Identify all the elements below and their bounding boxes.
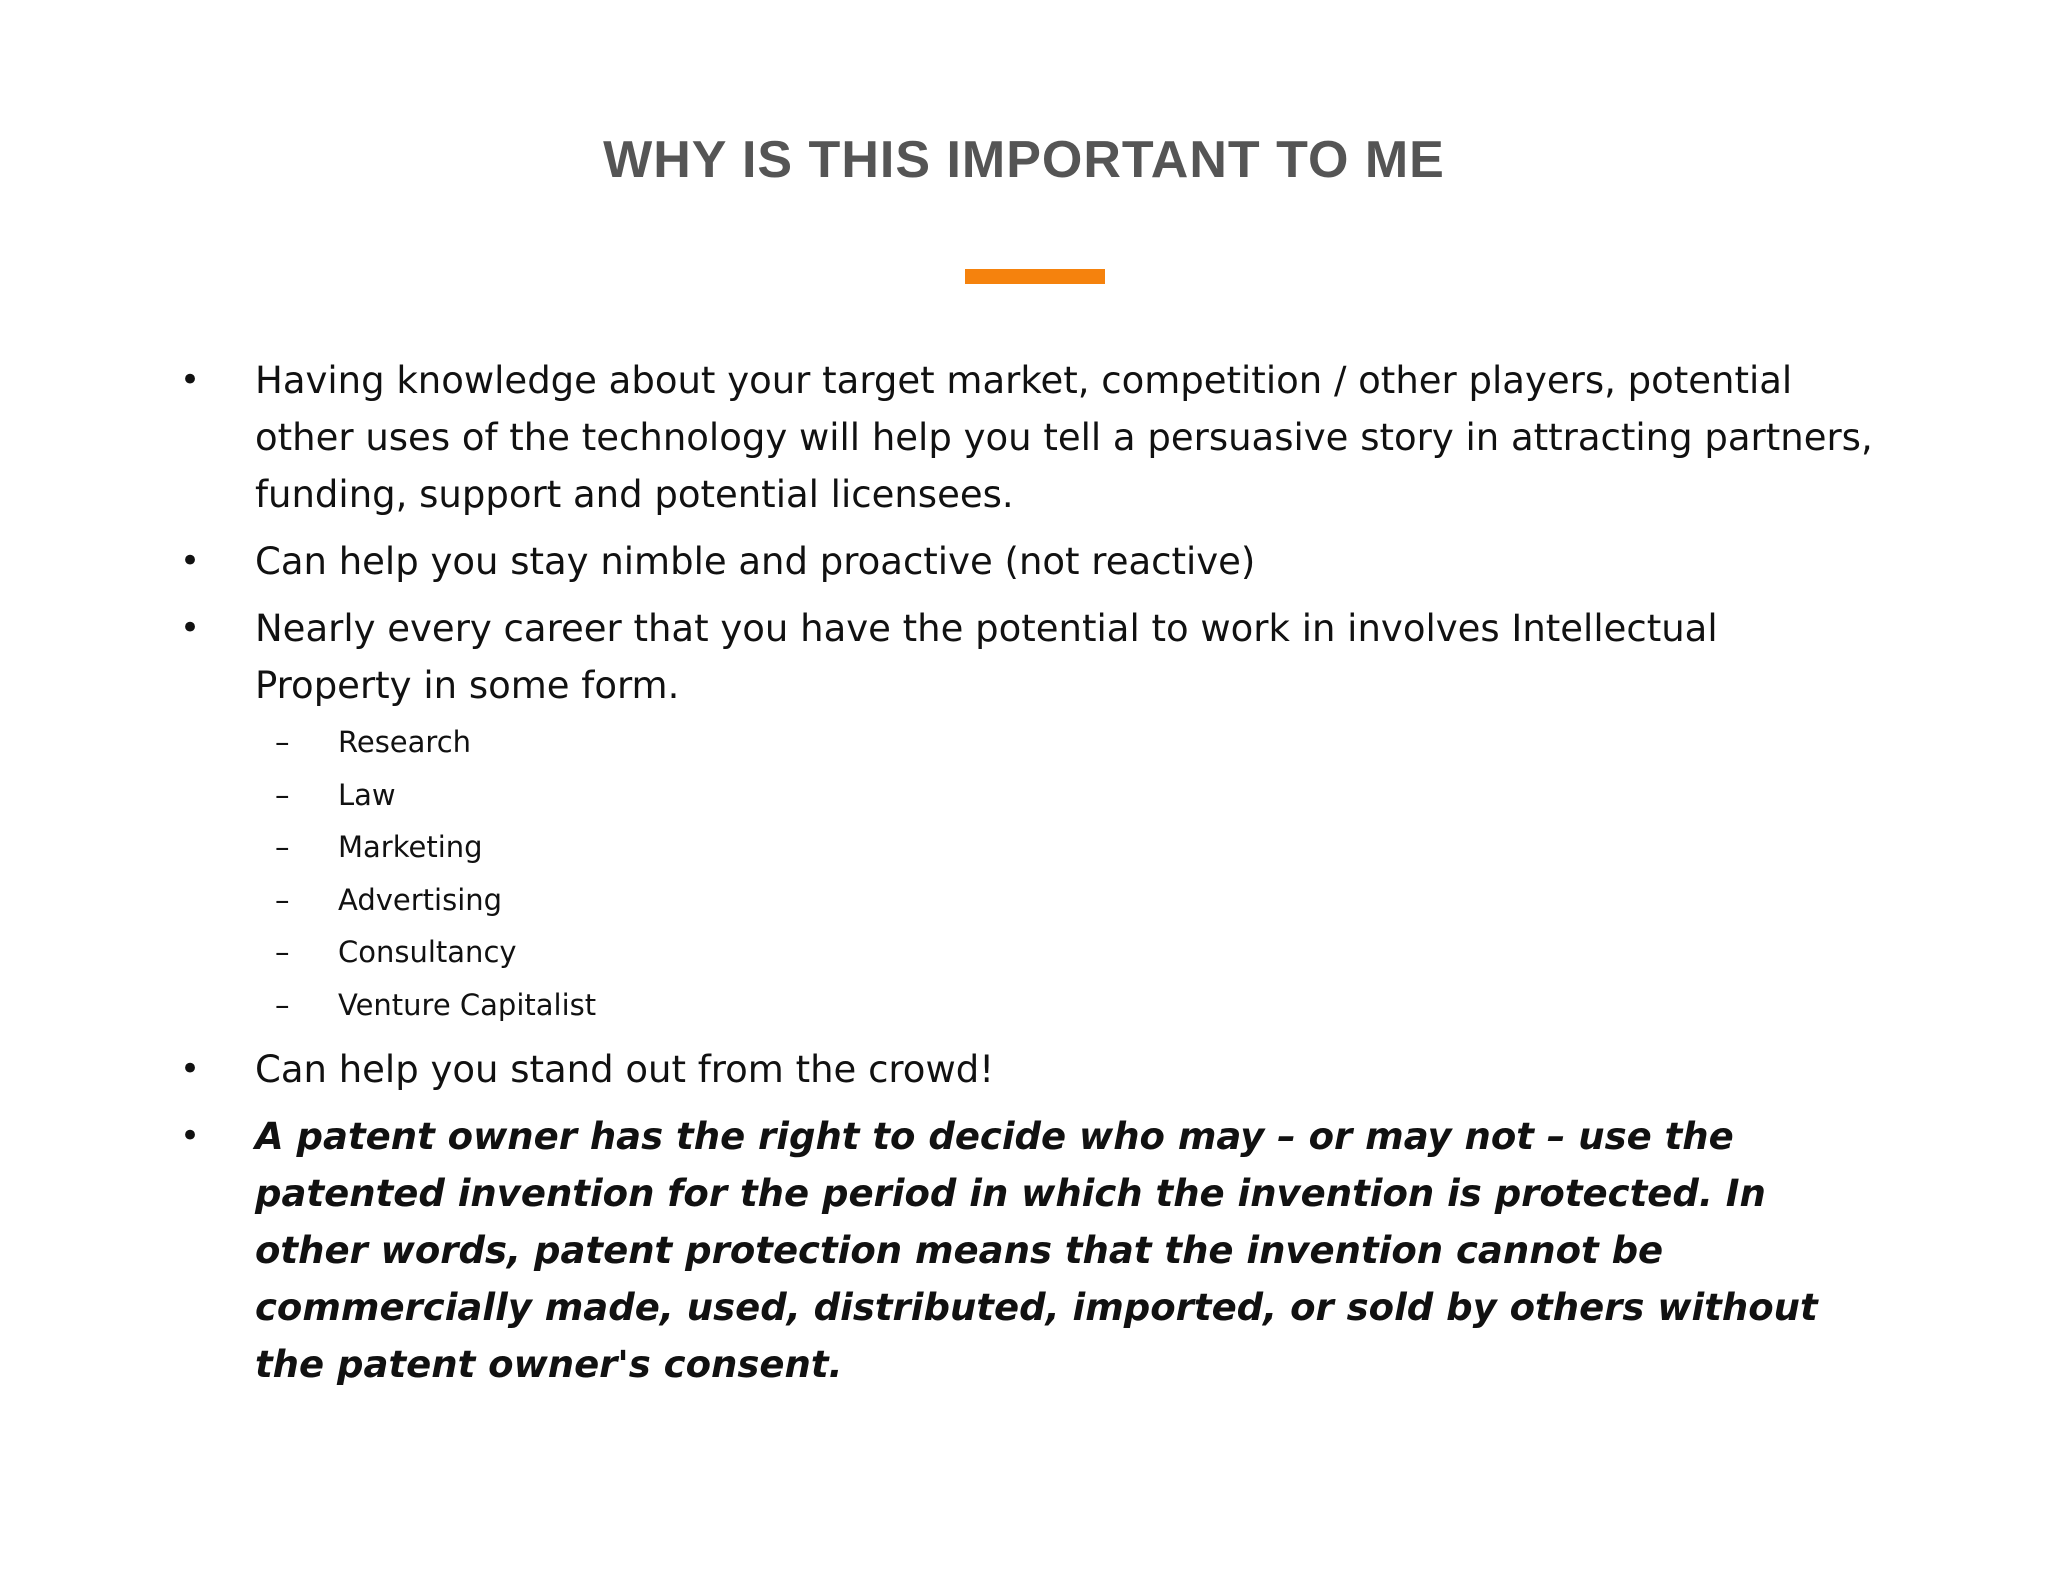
bullet-marker: • bbox=[180, 1049, 201, 1089]
career-label: Law bbox=[338, 777, 396, 812]
bullet-item bbox=[180, 533, 1880, 590]
career-label: Advertising bbox=[338, 882, 503, 917]
bullet-list bbox=[180, 352, 1880, 1403]
career-item bbox=[180, 821, 1880, 874]
career-label: Marketing bbox=[338, 830, 483, 864]
bullet-marker: • bbox=[180, 360, 201, 400]
career-label: Venture Capitalist bbox=[338, 987, 597, 1022]
career-sublist bbox=[180, 716, 1880, 1031]
bullet-marker: • bbox=[180, 541, 201, 581]
bullet-text: Nearly every career that you have the potential to work in involves Intellectual Property in some form. bbox=[255, 607, 1718, 707]
career-item bbox=[180, 874, 1880, 927]
bullet-item bbox=[180, 600, 1880, 714]
bullet-marker: • bbox=[180, 608, 201, 648]
career-item bbox=[180, 716, 1880, 769]
bullet-text: A patent owner has the right to decide who may – or may not – use the patented invention for the period in which the invention is protected. In other words, patent protection means that the invention cannot be commercially made, used, distributed, imported, or sold by others without the patent owner's consent. bbox=[255, 1115, 1818, 1386]
dash-marker: – bbox=[275, 882, 290, 917]
bullet-marker: • bbox=[180, 1116, 201, 1156]
bullet-item-patent-definition bbox=[180, 1108, 1880, 1393]
bullet-item bbox=[180, 1041, 1880, 1098]
bullet-item bbox=[180, 352, 1880, 523]
career-label: Research bbox=[338, 725, 472, 759]
dash-marker: – bbox=[275, 725, 290, 759]
career-item bbox=[180, 926, 1880, 979]
slide-title: WHY IS THIS IMPORTANT TO ME bbox=[603, 131, 1445, 189]
dash-marker: – bbox=[275, 987, 290, 1022]
career-item bbox=[180, 979, 1880, 1032]
dash-marker: – bbox=[275, 777, 290, 812]
career-label: Consultancy bbox=[338, 935, 517, 969]
career-item bbox=[180, 769, 1880, 822]
dash-marker: – bbox=[275, 935, 290, 969]
title-accent-bar bbox=[965, 269, 1105, 284]
bullet-text: Can help you stay nimble and proactive (not reactive) bbox=[255, 540, 1256, 583]
dash-marker: – bbox=[275, 830, 290, 864]
bullet-text: Having knowledge about your target market, competition / other players, potential other uses of the technology will help you tell a persuasive story in attracting partners, funding, support and potential licensees. bbox=[255, 359, 1873, 516]
bullet-text: Can help you stand out from the crowd! bbox=[255, 1048, 995, 1091]
